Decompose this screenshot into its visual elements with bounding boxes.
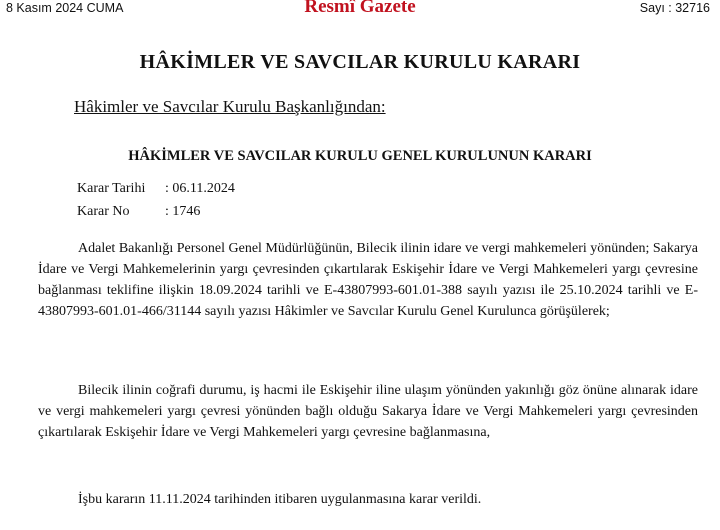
issue-number: Sayı : 32716 (639, 1, 710, 15)
decision-date-value: : 06.11.2024 (165, 181, 235, 196)
document-title: HÂKİMLER VE SAVCILAR KURULU KARARI (139, 51, 581, 73)
decision-number-value: : 1746 (165, 204, 201, 219)
decision-number (77, 204, 200, 220)
issuing-authority: Hâkimler ve Savcılar Kurulu Başkanlığından: (74, 97, 386, 116)
gazette-header (0, 0, 720, 20)
gazette-title: Resmî Gazete (304, 0, 416, 17)
issue-date: 8 Kasım 2024 CUMA (6, 1, 124, 15)
paragraph-2: Bilecik ilinin coğrafi durumu, iş hacmi ile Eskişehir iline ulaşım yönünden yakınlığı göz önüne alınarak idare ve vergi mahkemeleri yargı çevresi yönünden bağlı olduğu Sakarya İdare ve Vergi Mahkemeleri yargı çevresinden çıkartılarak Eskişehir İdare ve Vergi Mahkemeleri yargı çevresine bağlanmasına, (38, 383, 698, 440)
decision-date (77, 181, 235, 197)
decision-date-label: Karar Tarihi (77, 181, 146, 196)
decision-number-label: Karar No (77, 204, 130, 219)
paragraph-3: İşbu kararın 11.11.2024 tarihinden itibaren uygulanmasına karar verildi. (78, 492, 482, 507)
decision-title: HÂKİMLER VE SAVCILAR KURULU GENEL KURULUNUN KARARI (128, 148, 592, 164)
paragraph-1: Adalet Bakanlığı Personel Genel Müdürlüğünün, Bilecik ilinin idare ve vergi mahkemeleri yönünden; Sakarya İdare ve Vergi Mahkemelerinin yargı çevresinden çıkartılarak Eskişehir İdare ve Vergi Mahkemeleri yargı çevresine bağlanması teklifine ilişkin 18.09.2024 tarihli ve E-43807993-601.01-388 sayılı yazısı ile 25.10.2024 tarihli ve E-43807993-601.01-466/31144 sayılı yazısı Hâkimler ve Savcılar Kurulu Genel Kurulunca görüşülerek; (38, 241, 698, 319)
